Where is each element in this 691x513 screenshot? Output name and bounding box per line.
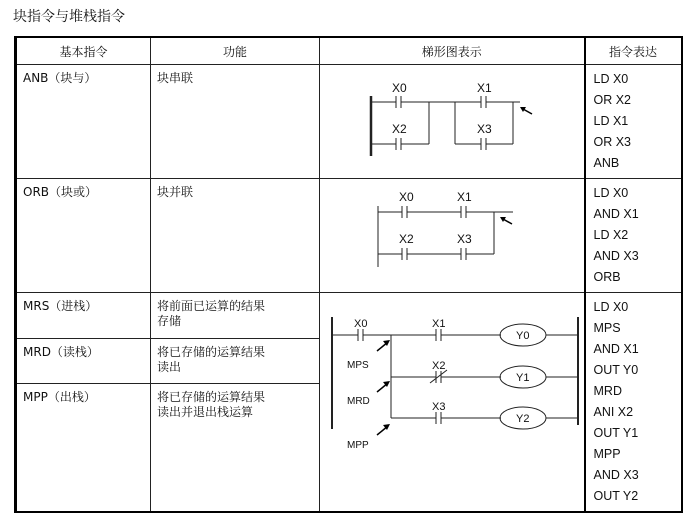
svg-text:X1: X1 xyxy=(457,190,472,204)
instruction-function: 块串联 xyxy=(157,71,194,85)
table-header-row xyxy=(16,37,682,65)
svg-text:X3: X3 xyxy=(432,401,446,413)
instruction-expression: LD X0 MPS AND X1 OUT Y0 MRD ANI X2 OUT Y1 MPP AND X3 OUT Y2 xyxy=(593,300,639,503)
svg-text:Y1: Y1 xyxy=(516,372,530,384)
header-ladder-diagram: 梯形图表示 xyxy=(320,37,585,65)
svg-text:X2: X2 xyxy=(399,232,414,246)
instruction-name: MRD（读栈） xyxy=(23,344,99,359)
svg-text:X2: X2 xyxy=(392,122,407,136)
instruction-table xyxy=(14,36,683,513)
instruction-name: MPP（出栈） xyxy=(23,390,96,405)
svg-text:MRD: MRD xyxy=(347,396,370,407)
instruction-name: MRS（进栈） xyxy=(23,299,98,313)
instruction-function: 将已存储的运算结果 读出 xyxy=(157,344,266,374)
header-function: 功能 xyxy=(151,37,320,65)
svg-text:X0: X0 xyxy=(392,81,407,95)
instruction-expression: LD X0 AND X1 LD X2 AND X3 ORB xyxy=(593,186,639,284)
instruction-expression: LD X0 OR X2 LD X1 OR X3 ANB xyxy=(593,72,632,170)
instruction-function: 将前面已运算的结果 存储 xyxy=(157,299,266,328)
ladder-diagram-anb xyxy=(320,65,585,179)
ladder-diagram-stack xyxy=(320,293,585,513)
svg-text:Y2: Y2 xyxy=(516,413,530,425)
table-row xyxy=(16,179,682,293)
svg-text:X0: X0 xyxy=(399,190,414,204)
svg-text:Y0: Y0 xyxy=(516,330,530,342)
page-title: 块指令与堆栈指令 xyxy=(13,9,125,25)
table-row xyxy=(16,65,682,179)
svg-text:MPP: MPP xyxy=(347,440,369,451)
header-instruction-expression: 指令表达 xyxy=(585,37,682,65)
svg-text:X1: X1 xyxy=(477,81,492,95)
instruction-name: ORB（块或） xyxy=(23,185,98,199)
svg-text:MPS: MPS xyxy=(347,360,369,371)
svg-text:X2: X2 xyxy=(432,360,446,372)
instruction-function: 将已存储的运算结果 读出并退出栈运算 xyxy=(157,390,266,420)
svg-text:X0: X0 xyxy=(354,318,368,330)
instruction-function: 块并联 xyxy=(157,185,194,199)
ladder-diagram-orb xyxy=(320,179,585,293)
table-row xyxy=(16,293,682,339)
svg-text:X3: X3 xyxy=(457,232,472,246)
svg-text:X1: X1 xyxy=(432,318,446,330)
svg-text:X3: X3 xyxy=(477,122,492,136)
instruction-name: ANB（块与） xyxy=(23,71,97,85)
header-basic-instruction: 基本指令 xyxy=(16,37,151,65)
